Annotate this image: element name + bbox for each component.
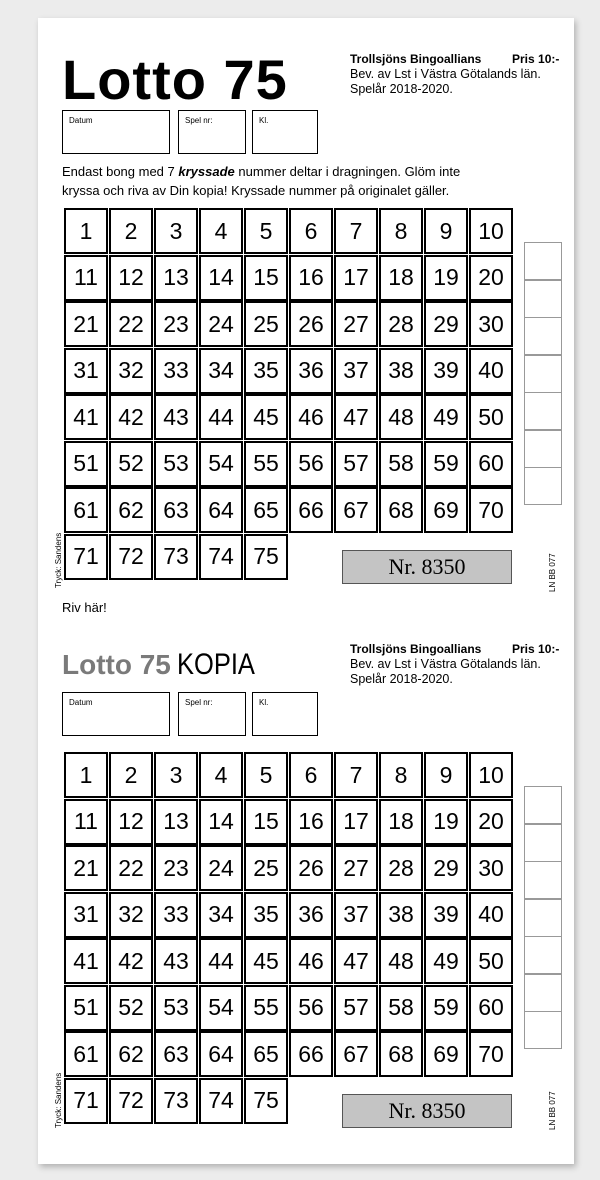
copy-number-15[interactable]: 15 [244,799,288,845]
original-number-5[interactable]: 5 [244,208,288,254]
original-number-18[interactable]: 18 [379,255,423,301]
copy-number-63[interactable]: 63 [154,1031,198,1077]
original-number-55[interactable]: 55 [244,441,288,487]
copy-number-60[interactable]: 60 [469,985,513,1031]
instr-post: nummer deltar i dragningen. Glöm inte [234,164,461,179]
original-number-36[interactable]: 36 [289,348,333,394]
original-number-9[interactable]: 9 [424,208,468,254]
original-number-34[interactable]: 34 [199,348,243,394]
original-number-7[interactable]: 7 [334,208,378,254]
original-number-21[interactable]: 21 [64,301,108,347]
instr-line2: kryssa och riva av Din kopia! Kryssade nummer på originalet gäller. [62,183,450,198]
original-number-17[interactable]: 17 [334,255,378,301]
copy-number-55[interactable]: 55 [244,985,288,1031]
original-number-50[interactable]: 50 [469,394,513,440]
copy-number-26[interactable]: 26 [289,845,333,891]
original-number-43[interactable]: 43 [154,394,198,440]
copy-number-44[interactable]: 44 [199,938,243,984]
original-tick-box[interactable] [524,280,562,318]
original-number-13[interactable]: 13 [154,255,198,301]
original-number-31[interactable]: 31 [64,348,108,394]
copy-number-10[interactable]: 10 [469,752,513,798]
original-number-48[interactable]: 48 [379,394,423,440]
original-number-61[interactable]: 61 [64,487,108,533]
original-tick-box[interactable] [524,242,562,280]
original-number-10[interactable]: 10 [469,208,513,254]
copy-number-14[interactable]: 14 [199,799,243,845]
copy-number-34[interactable]: 34 [199,892,243,938]
copy-number-62[interactable]: 62 [109,1031,153,1077]
copy-kopia-label: KOPIA [176,648,255,681]
original-number-8[interactable]: 8 [379,208,423,254]
copy-number-11[interactable]: 11 [64,799,108,845]
copy-permit: Bev. av Lst i Västra Götalands län. [350,657,541,671]
copy-number-46[interactable]: 46 [289,938,333,984]
original-number-35[interactable]: 35 [244,348,288,394]
original-number-45[interactable]: 45 [244,394,288,440]
copy-number-39[interactable]: 39 [424,892,468,938]
original-number-66[interactable]: 66 [289,487,333,533]
original-number-3[interactable]: 3 [154,208,198,254]
copy-number-75[interactable]: 75 [244,1078,288,1124]
original-number-22[interactable]: 22 [109,301,153,347]
copy-number-48[interactable]: 48 [379,938,423,984]
original-number-38[interactable]: 38 [379,348,423,394]
original-tick-box[interactable] [524,430,562,468]
original-number-63[interactable]: 63 [154,487,198,533]
copy-number-59[interactable]: 59 [424,985,468,1031]
copy-number-29[interactable]: 29 [424,845,468,891]
copy-number-70[interactable]: 70 [469,1031,513,1077]
copy-number-32[interactable]: 32 [109,892,153,938]
copy-number-37[interactable]: 37 [334,892,378,938]
copy-tick-box[interactable] [524,899,562,937]
copy-number-1[interactable]: 1 [64,752,108,798]
original-number-74[interactable]: 74 [199,534,243,580]
original-tick-box[interactable] [524,355,562,393]
copy-title [62,650,269,680]
original-number-40[interactable]: 40 [469,348,513,394]
original-number-24[interactable]: 24 [199,301,243,347]
original-number-25[interactable]: 25 [244,301,288,347]
copy-number-9[interactable]: 9 [424,752,468,798]
original-number-54[interactable]: 54 [199,441,243,487]
original-number-26[interactable]: 26 [289,301,333,347]
copy-number-53[interactable]: 53 [154,985,198,1031]
original-number-58[interactable]: 58 [379,441,423,487]
original-number-15[interactable]: 15 [244,255,288,301]
original-tick-box[interactable] [524,467,562,505]
copy-number-8[interactable]: 8 [379,752,423,798]
original-number-19[interactable]: 19 [424,255,468,301]
time-label: Kl. [259,116,269,125]
copy-printer: Tryck: Sandens [54,1072,63,1128]
original-years: Spelår 2018-2020. [350,82,453,96]
copy-org: Trollsjöns Bingoallians [350,642,482,656]
copy-code: LN BB 077 [548,1091,557,1130]
original-number-47[interactable]: 47 [334,394,378,440]
original-number-30[interactable]: 30 [469,301,513,347]
copy-number-65[interactable]: 65 [244,1031,288,1077]
original-tick-box[interactable] [524,392,562,430]
original-number-46[interactable]: 46 [289,394,333,440]
original-number-72[interactable]: 72 [109,534,153,580]
copy-number-36[interactable]: 36 [289,892,333,938]
copy-title-text: Lotto 75 [62,649,171,680]
original-number-1[interactable]: 1 [64,208,108,254]
copy-date-label: Datum [69,698,93,707]
original-number-27[interactable]: 27 [334,301,378,347]
lotto-ticket [38,18,574,1164]
original-number-41[interactable]: 41 [64,394,108,440]
copy-years: Spelår 2018-2020. [350,672,453,686]
copy-number-43[interactable]: 43 [154,938,198,984]
copy-number-12[interactable]: 12 [109,799,153,845]
original-number-11[interactable]: 11 [64,255,108,301]
copy-number-5[interactable]: 5 [244,752,288,798]
original-number-23[interactable]: 23 [154,301,198,347]
copy-number-72[interactable]: 72 [109,1078,153,1124]
date-label: Datum [69,116,93,125]
original-number-16[interactable]: 16 [289,255,333,301]
original-number-49[interactable]: 49 [424,394,468,440]
copy-number-71[interactable]: 71 [64,1078,108,1124]
original-number-4[interactable]: 4 [199,208,243,254]
copy-number-73[interactable]: 73 [154,1078,198,1124]
copy-number-24[interactable]: 24 [199,845,243,891]
original-number-28[interactable]: 28 [379,301,423,347]
copy-number-40[interactable]: 40 [469,892,513,938]
copy-price: Pris 10:- [512,642,560,656]
original-org: Trollsjöns Bingoallians [350,52,482,66]
copy-number-17[interactable]: 17 [334,799,378,845]
copy-number-16[interactable]: 16 [289,799,333,845]
original-tick-box[interactable] [524,317,562,355]
original-number-75[interactable]: 75 [244,534,288,580]
copy-number-64[interactable]: 64 [199,1031,243,1077]
copy-number-61[interactable]: 61 [64,1031,108,1077]
copy-number-74[interactable]: 74 [199,1078,243,1124]
copy-number-57[interactable]: 57 [334,985,378,1031]
original-number-44[interactable]: 44 [199,394,243,440]
original-number-42[interactable]: 42 [109,394,153,440]
copy-number-56[interactable]: 56 [289,985,333,1031]
copy-number-45[interactable]: 45 [244,938,288,984]
copy-number-54[interactable]: 54 [199,985,243,1031]
original-number-71[interactable]: 71 [64,534,108,580]
original-number-60[interactable]: 60 [469,441,513,487]
copy-number-25[interactable]: 25 [244,845,288,891]
copy-tick-box[interactable] [524,786,562,824]
original-number-64[interactable]: 64 [199,487,243,533]
original-serial: Nr. 8350 [342,550,512,584]
copy-game-nr-label: Spel nr: [185,698,213,707]
copy-number-2[interactable]: 2 [109,752,153,798]
original-number-59[interactable]: 59 [424,441,468,487]
copy-number-28[interactable]: 28 [379,845,423,891]
original-number-33[interactable]: 33 [154,348,198,394]
copy-number-21[interactable]: 21 [64,845,108,891]
original-number-37[interactable]: 37 [334,348,378,394]
copy-number-50[interactable]: 50 [469,938,513,984]
copy-number-4[interactable]: 4 [199,752,243,798]
copy-number-68[interactable]: 68 [379,1031,423,1077]
original-number-39[interactable]: 39 [424,348,468,394]
copy-number-52[interactable]: 52 [109,985,153,1031]
copy-number-69[interactable]: 69 [424,1031,468,1077]
original-number-68[interactable]: 68 [379,487,423,533]
copy-number-23[interactable]: 23 [154,845,198,891]
original-printer: Tryck: Sandens [54,532,63,588]
copy-number-27[interactable]: 27 [334,845,378,891]
original-number-65[interactable]: 65 [244,487,288,533]
game-nr-label: Spel nr: [185,116,213,125]
original-code: LN BB 077 [548,553,557,592]
original-number-51[interactable]: 51 [64,441,108,487]
original-time-box[interactable] [252,110,318,154]
copy-number-42[interactable]: 42 [109,938,153,984]
copy-number-22[interactable]: 22 [109,845,153,891]
copy-number-49[interactable]: 49 [424,938,468,984]
original-number-57[interactable]: 57 [334,441,378,487]
original-number-6[interactable]: 6 [289,208,333,254]
original-price: Pris 10:- [512,52,560,66]
original-number-14[interactable]: 14 [199,255,243,301]
original-number-20[interactable]: 20 [469,255,513,301]
copy-number-33[interactable]: 33 [154,892,198,938]
copy-tick-box[interactable] [524,824,562,862]
original-number-12[interactable]: 12 [109,255,153,301]
original-number-32[interactable]: 32 [109,348,153,394]
copy-time-label: Kl. [259,698,269,707]
copy-number-67[interactable]: 67 [334,1031,378,1077]
original-title: Lotto 75 [62,48,288,111]
copy-serial: Nr. 8350 [342,1094,512,1128]
copy-number-31[interactable]: 31 [64,892,108,938]
copy-number-6[interactable]: 6 [289,752,333,798]
original-number-56[interactable]: 56 [289,441,333,487]
copy-number-3[interactable]: 3 [154,752,198,798]
copy-tick-box[interactable] [524,936,562,974]
copy-number-20[interactable]: 20 [469,799,513,845]
copy-number-38[interactable]: 38 [379,892,423,938]
instructions [62,162,562,200]
copy-number-35[interactable]: 35 [244,892,288,938]
original-number-62[interactable]: 62 [109,487,153,533]
copy-game-nr-box[interactable] [178,692,246,736]
copy-number-30[interactable]: 30 [469,845,513,891]
instr-pre: Endast bong med 7 [62,164,179,179]
copy-number-19[interactable]: 19 [424,799,468,845]
copy-number-58[interactable]: 58 [379,985,423,1031]
original-number-53[interactable]: 53 [154,441,198,487]
copy-number-47[interactable]: 47 [334,938,378,984]
copy-number-7[interactable]: 7 [334,752,378,798]
original-number-69[interactable]: 69 [424,487,468,533]
copy-tick-box[interactable] [524,974,562,1012]
original-permit: Bev. av Lst i Västra Götalands län. [350,67,541,81]
original-number-52[interactable]: 52 [109,441,153,487]
copy-number-18[interactable]: 18 [379,799,423,845]
copy-number-41[interactable]: 41 [64,938,108,984]
copy-tick-box[interactable] [524,1011,562,1049]
copy-number-66[interactable]: 66 [289,1031,333,1077]
copy-date-box[interactable] [62,692,170,736]
original-date-box[interactable] [62,110,170,154]
original-number-70[interactable]: 70 [469,487,513,533]
original-number-29[interactable]: 29 [424,301,468,347]
original-number-67[interactable]: 67 [334,487,378,533]
original-number-2[interactable]: 2 [109,208,153,254]
copy-time-box[interactable] [252,692,318,736]
copy-number-51[interactable]: 51 [64,985,108,1031]
original-number-73[interactable]: 73 [154,534,198,580]
tear-here-label: Riv här! [62,600,107,615]
copy-tick-box[interactable] [524,861,562,899]
instr-bold: kryssade [178,164,235,179]
copy-number-13[interactable]: 13 [154,799,198,845]
original-game-nr-box[interactable] [178,110,246,154]
